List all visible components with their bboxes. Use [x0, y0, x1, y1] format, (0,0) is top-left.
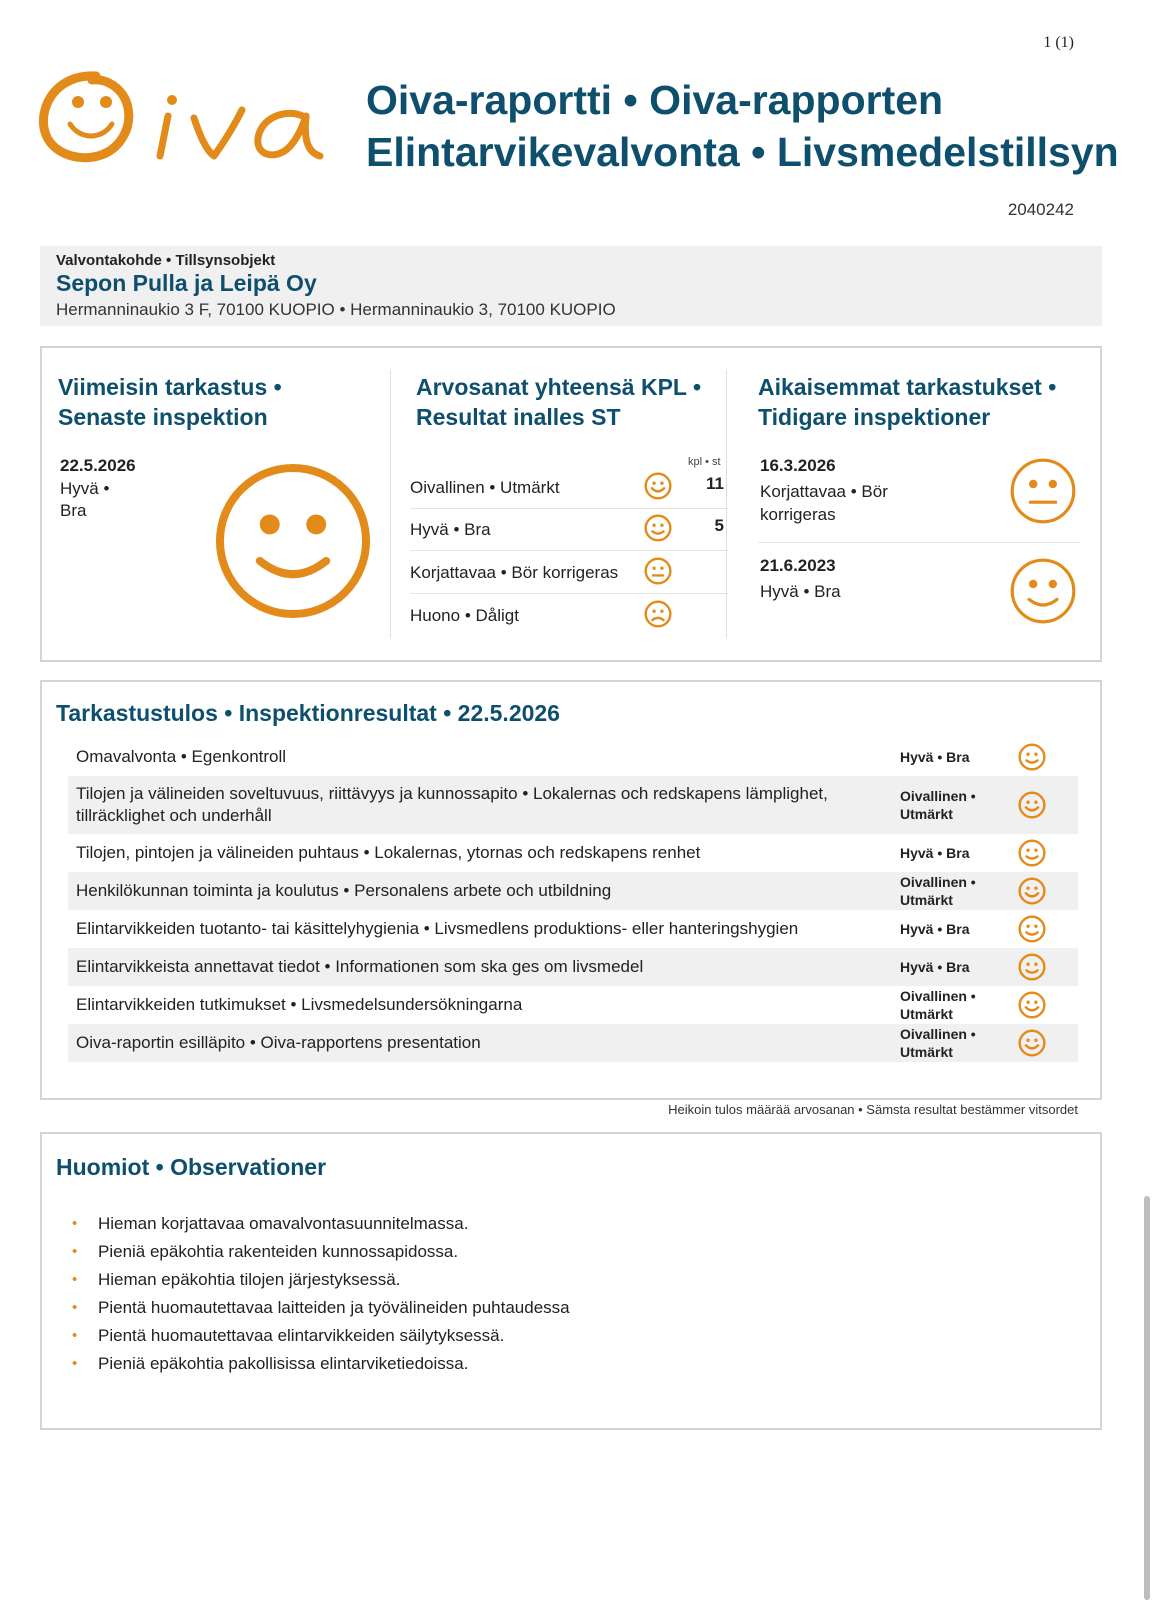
smile-icon	[1008, 556, 1078, 626]
result-row	[68, 872, 1078, 910]
previous-inspections-title	[758, 372, 1056, 432]
smile-icon	[1018, 839, 1046, 867]
observations-title: Huomiot • Observationer	[56, 1154, 327, 1180]
grade-count-row	[410, 466, 728, 509]
result-criterion: Oiva-raportin esilläpito • Oiva-rapportens presentation	[76, 1033, 481, 1052]
previous-grade: Hyvä • Bra	[760, 582, 841, 601]
observation-text: Hieman korjattavaa omavalvontasuunnitelmassa.	[98, 1214, 469, 1233]
observation-item	[56, 1294, 570, 1322]
observations-list	[56, 1210, 570, 1378]
document-id: 2040242	[1007, 200, 1074, 219]
observation-item	[56, 1350, 570, 1378]
observation-item	[56, 1322, 570, 1350]
smile-icon	[1018, 743, 1046, 771]
grade-count: 11	[706, 474, 724, 493]
observation-text: Pieniä epäkohtia rakenteiden kunnossapidossa.	[98, 1242, 459, 1261]
smile-icon	[1018, 953, 1046, 981]
latest-inspection-title	[58, 372, 282, 432]
result-row	[68, 834, 1078, 872]
totals-title-line2: Resultat inalles ST	[416, 404, 621, 430]
neutral-icon	[1008, 456, 1078, 526]
target-address: Hermanninaukio 3 F, 70100 KUOPIO • Hermanninaukio 3, 70100 KUOPIO	[56, 300, 616, 319]
previous-title-line2: Tidigare inspektioner	[758, 404, 991, 430]
result-grade: Hyvä • Bra	[900, 959, 970, 975]
observation-item	[56, 1266, 570, 1294]
result-row	[68, 948, 1078, 986]
observation-item	[56, 1210, 570, 1238]
result-criterion: Tilojen, pintojen ja välineiden puhtaus • Lokalernas, ytornas och redskapens renhet	[76, 843, 701, 862]
result-criterion: Henkilökunnan toiminta ja koulutus • Personalens arbete och utbildning	[76, 881, 612, 900]
result-row	[68, 738, 1078, 776]
result-row	[68, 910, 1078, 948]
previous-title-line1: Aikaisemmat tarkastukset •	[758, 374, 1057, 400]
count-unit-label: kpl • st	[688, 456, 721, 468]
column-divider	[390, 370, 391, 638]
report-title-line1: Oiva-raportti • Oiva-rapporten	[366, 77, 944, 123]
bullet-icon: •	[72, 1243, 78, 1260]
results-footnote: Heikoin tulos määrää arvosanan • Sämsta resultat bestämmer vitsordet	[668, 1102, 1078, 1117]
previous-inspection	[758, 556, 1080, 646]
frown-icon	[644, 600, 672, 628]
grade-label: Korjattavaa • Bör korrigeras	[410, 563, 619, 582]
smile-icon	[644, 514, 672, 542]
result-criterion: Elintarvikkeista annettavat tiedot • Informationen som ska ges om livsmedel	[76, 957, 644, 976]
big-smile-icon	[1018, 991, 1046, 1019]
observation-text: Pientä huomautettavaa laitteiden ja työvälineiden puhtaudessa	[98, 1298, 570, 1317]
result-criterion: Elintarvikkeiden tutkimukset • Livsmedelsundersökningarna	[76, 995, 523, 1014]
result-criterion: Tilojen ja välineiden soveltuvuus, riittävyys ja kunnossapito • Lokalernas och redskapens lämplighet, tillräcklighet och underhåll	[76, 784, 828, 825]
neutral-icon	[644, 557, 672, 585]
previous-inspection	[758, 456, 1080, 543]
result-criterion: Omavalvonta • Egenkontroll	[76, 747, 287, 766]
grade-totals-title	[416, 372, 701, 432]
report-title	[366, 74, 1119, 178]
smile-icon	[210, 458, 376, 624]
grade-label: Huono • Dåligt	[410, 606, 519, 625]
inspection-results-panel	[40, 680, 1102, 1100]
observation-text: Hieman epäkohtia tilojen järjestyksessä.	[98, 1270, 401, 1289]
result-grade: Hyvä • Bra	[900, 749, 970, 765]
grade-count-row	[410, 551, 728, 594]
summary-panel	[40, 346, 1102, 662]
big-smile-icon	[1018, 877, 1046, 905]
bullet-icon: •	[72, 1271, 78, 1288]
observations-panel	[40, 1132, 1102, 1430]
previous-date: 21.6.2023	[760, 556, 836, 575]
result-grade: Oivallinen • Utmärkt	[900, 788, 976, 822]
oiva-logo	[36, 66, 336, 176]
grade-label: Oivallinen • Utmärkt	[410, 478, 560, 497]
observation-text: Pientä huomautettavaa elintarvikkeiden säilytyksessä.	[98, 1326, 505, 1345]
grade-count: 5	[714, 516, 724, 535]
result-grade: Hyvä • Bra	[900, 921, 970, 937]
latest-title-line2: Senaste inspektion	[58, 404, 268, 430]
latest-date: 22.5.2026	[60, 456, 136, 475]
smile-icon	[1018, 915, 1046, 943]
big-smile-icon	[1018, 1029, 1046, 1057]
bullet-icon: •	[72, 1215, 78, 1232]
big-smile-icon	[1018, 791, 1046, 819]
bullet-icon: •	[72, 1327, 78, 1344]
scrollbar-thumb[interactable]	[1144, 1196, 1150, 1600]
target-name: Sepon Pulla ja Leipä Oy	[56, 270, 317, 296]
page-number: 1 (1)	[1043, 34, 1074, 51]
latest-grade: Hyvä • Bra	[60, 479, 110, 520]
result-grade: Oivallinen • Utmärkt	[900, 988, 976, 1022]
observation-text: Pieniä epäkohtia pakollisissa elintarviketiedoissa.	[98, 1354, 469, 1373]
previous-grade: Korjattavaa • Bör korrigeras	[760, 482, 888, 524]
result-row	[68, 1024, 1078, 1062]
result-grade: Oivallinen • Utmärkt	[900, 1026, 976, 1060]
latest-title-line1: Viimeisin tarkastus •	[58, 374, 282, 400]
grade-count-row	[410, 594, 728, 636]
result-row	[68, 776, 1078, 834]
target-label: Valvontakohde • Tillsynsobjekt	[56, 252, 276, 269]
result-grade: Hyvä • Bra	[900, 845, 970, 861]
totals-title-line1: Arvosanat yhteensä KPL •	[416, 374, 702, 400]
bullet-icon: •	[72, 1299, 78, 1316]
grade-count-row	[410, 508, 728, 551]
previous-date: 16.3.2026	[760, 456, 836, 475]
scrollbar[interactable]	[1142, 0, 1152, 1600]
big-smile-icon	[644, 472, 672, 500]
inspection-target	[40, 246, 1102, 326]
bullet-icon: •	[72, 1355, 78, 1372]
result-grade: Oivallinen • Utmärkt	[900, 874, 976, 908]
report-title-line2: Elintarvikevalvonta • Livsmedelstillsyn	[366, 129, 1119, 175]
result-criterion: Elintarvikkeiden tuotanto- tai käsittelyhygienia • Livsmedlens produktions- eller hanteringshygien	[76, 919, 799, 938]
results-title: Tarkastustulos • Inspektionresultat • 22.5.2026	[56, 700, 560, 726]
observation-item	[56, 1238, 570, 1266]
grade-label: Hyvä • Bra	[410, 520, 491, 539]
result-row	[68, 986, 1078, 1024]
